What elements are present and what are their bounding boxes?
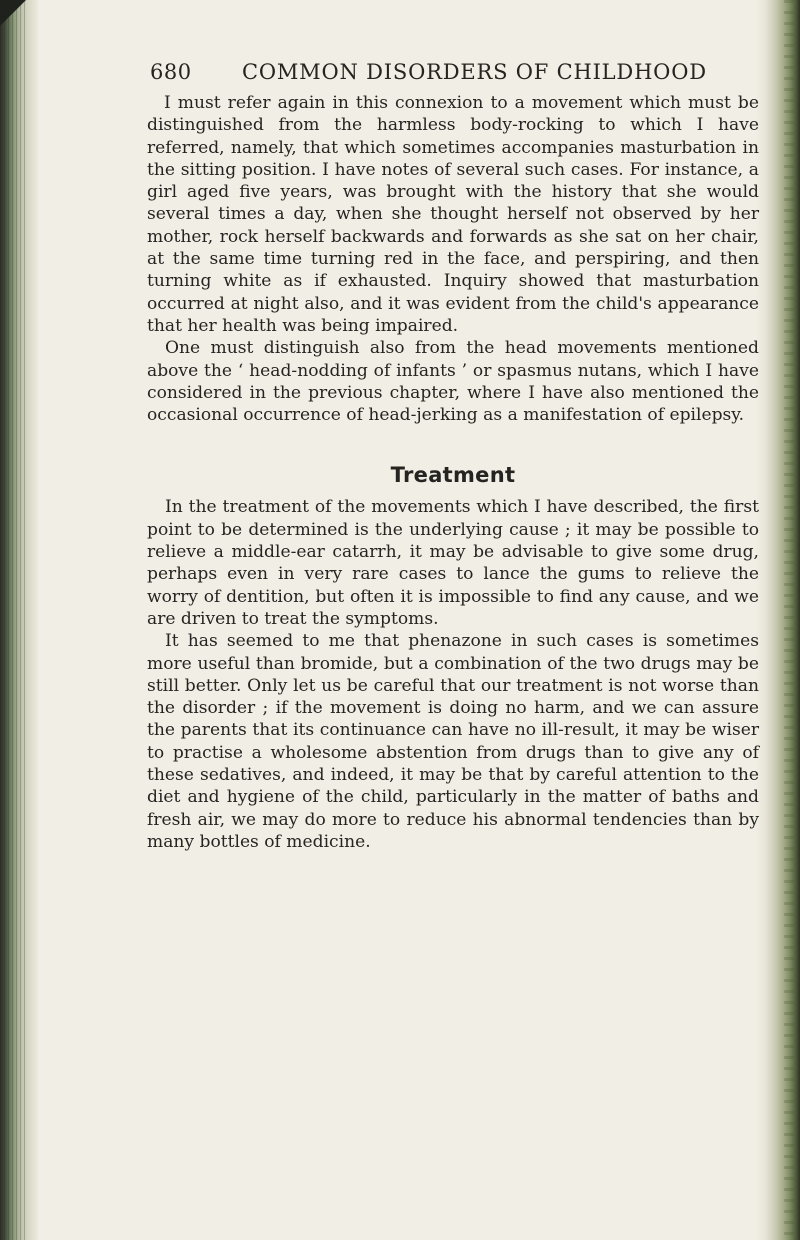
page-number: 680 [150,60,192,84]
paragraph-body-rocking: I must refer again in this connexion to a movement which must be distinguished from the harmless body-rocking to which I have referred, namely, that which sometimes accompanies masturbation in the sitting position. I have notes of several such cases. For instance, a girl aged five years, was brought with the history that she would several times a day, when she thought herself not observed by her mother, rock herself backwards and forwards as she sat on her chair, at the same time turning red in the face, and perspiring, and then turning white as if exhausted. Inquiry showed that masturbation occurred at night also, and it was evident from the child's appearance that her health was being impaired. [147,93,759,336]
paragraph-head-nodding: One must distinguish also from the head movements mentioned above the ‘ head-nodding of infants ’ or spasmus nutans, which I have considered in the previous chapter, where I have also mentioned the occasional occurrence of head-jerking as a manifestation of epilepsy. [147,338,759,426]
book-gutter [0,0,38,1240]
page-header [150,60,710,94]
edge-staining [784,0,794,1240]
paragraph-treatment-cause: In the treatment of the movements which I have described, the first point to be determined is the underlying cause ; it may be possible to relieve a middle-ear catarrh, it may be advisable to give some drug, perhaps even in very rare cases to lance the gums to relieve the worry of dentition, but often it is impossible to find any cause, and we are driven to treat the symptoms. [147,497,759,629]
book-right-edge [756,0,800,1240]
body-text [147,92,759,853]
running-head: COMMON DISORDERS OF CHILDHOOD [242,60,707,84]
gutter-page-edges [4,0,26,1240]
binding-corner [0,0,26,26]
paragraph-treatment-drugs: It has seemed to me that phenazone in such cases is sometimes more useful than bromide, but a combination of the two drugs may be still better. Only let us be careful that our treatment is not worse than the disorder ; if the movement is doing no harm, and we can assure the parents that its continuance can have no ill-result, it may be wiser to practise a wholesome abstention from drugs than to give any of these sedatives, and indeed, it may be that by careful attention to the diet and hygiene of the child, particularly in the matter of baths and fresh air, we may do more to reduce his abnormal tendencies than by many bottles of medicine. [147,631,759,852]
section-heading-treatment: Treatment [390,463,516,488]
